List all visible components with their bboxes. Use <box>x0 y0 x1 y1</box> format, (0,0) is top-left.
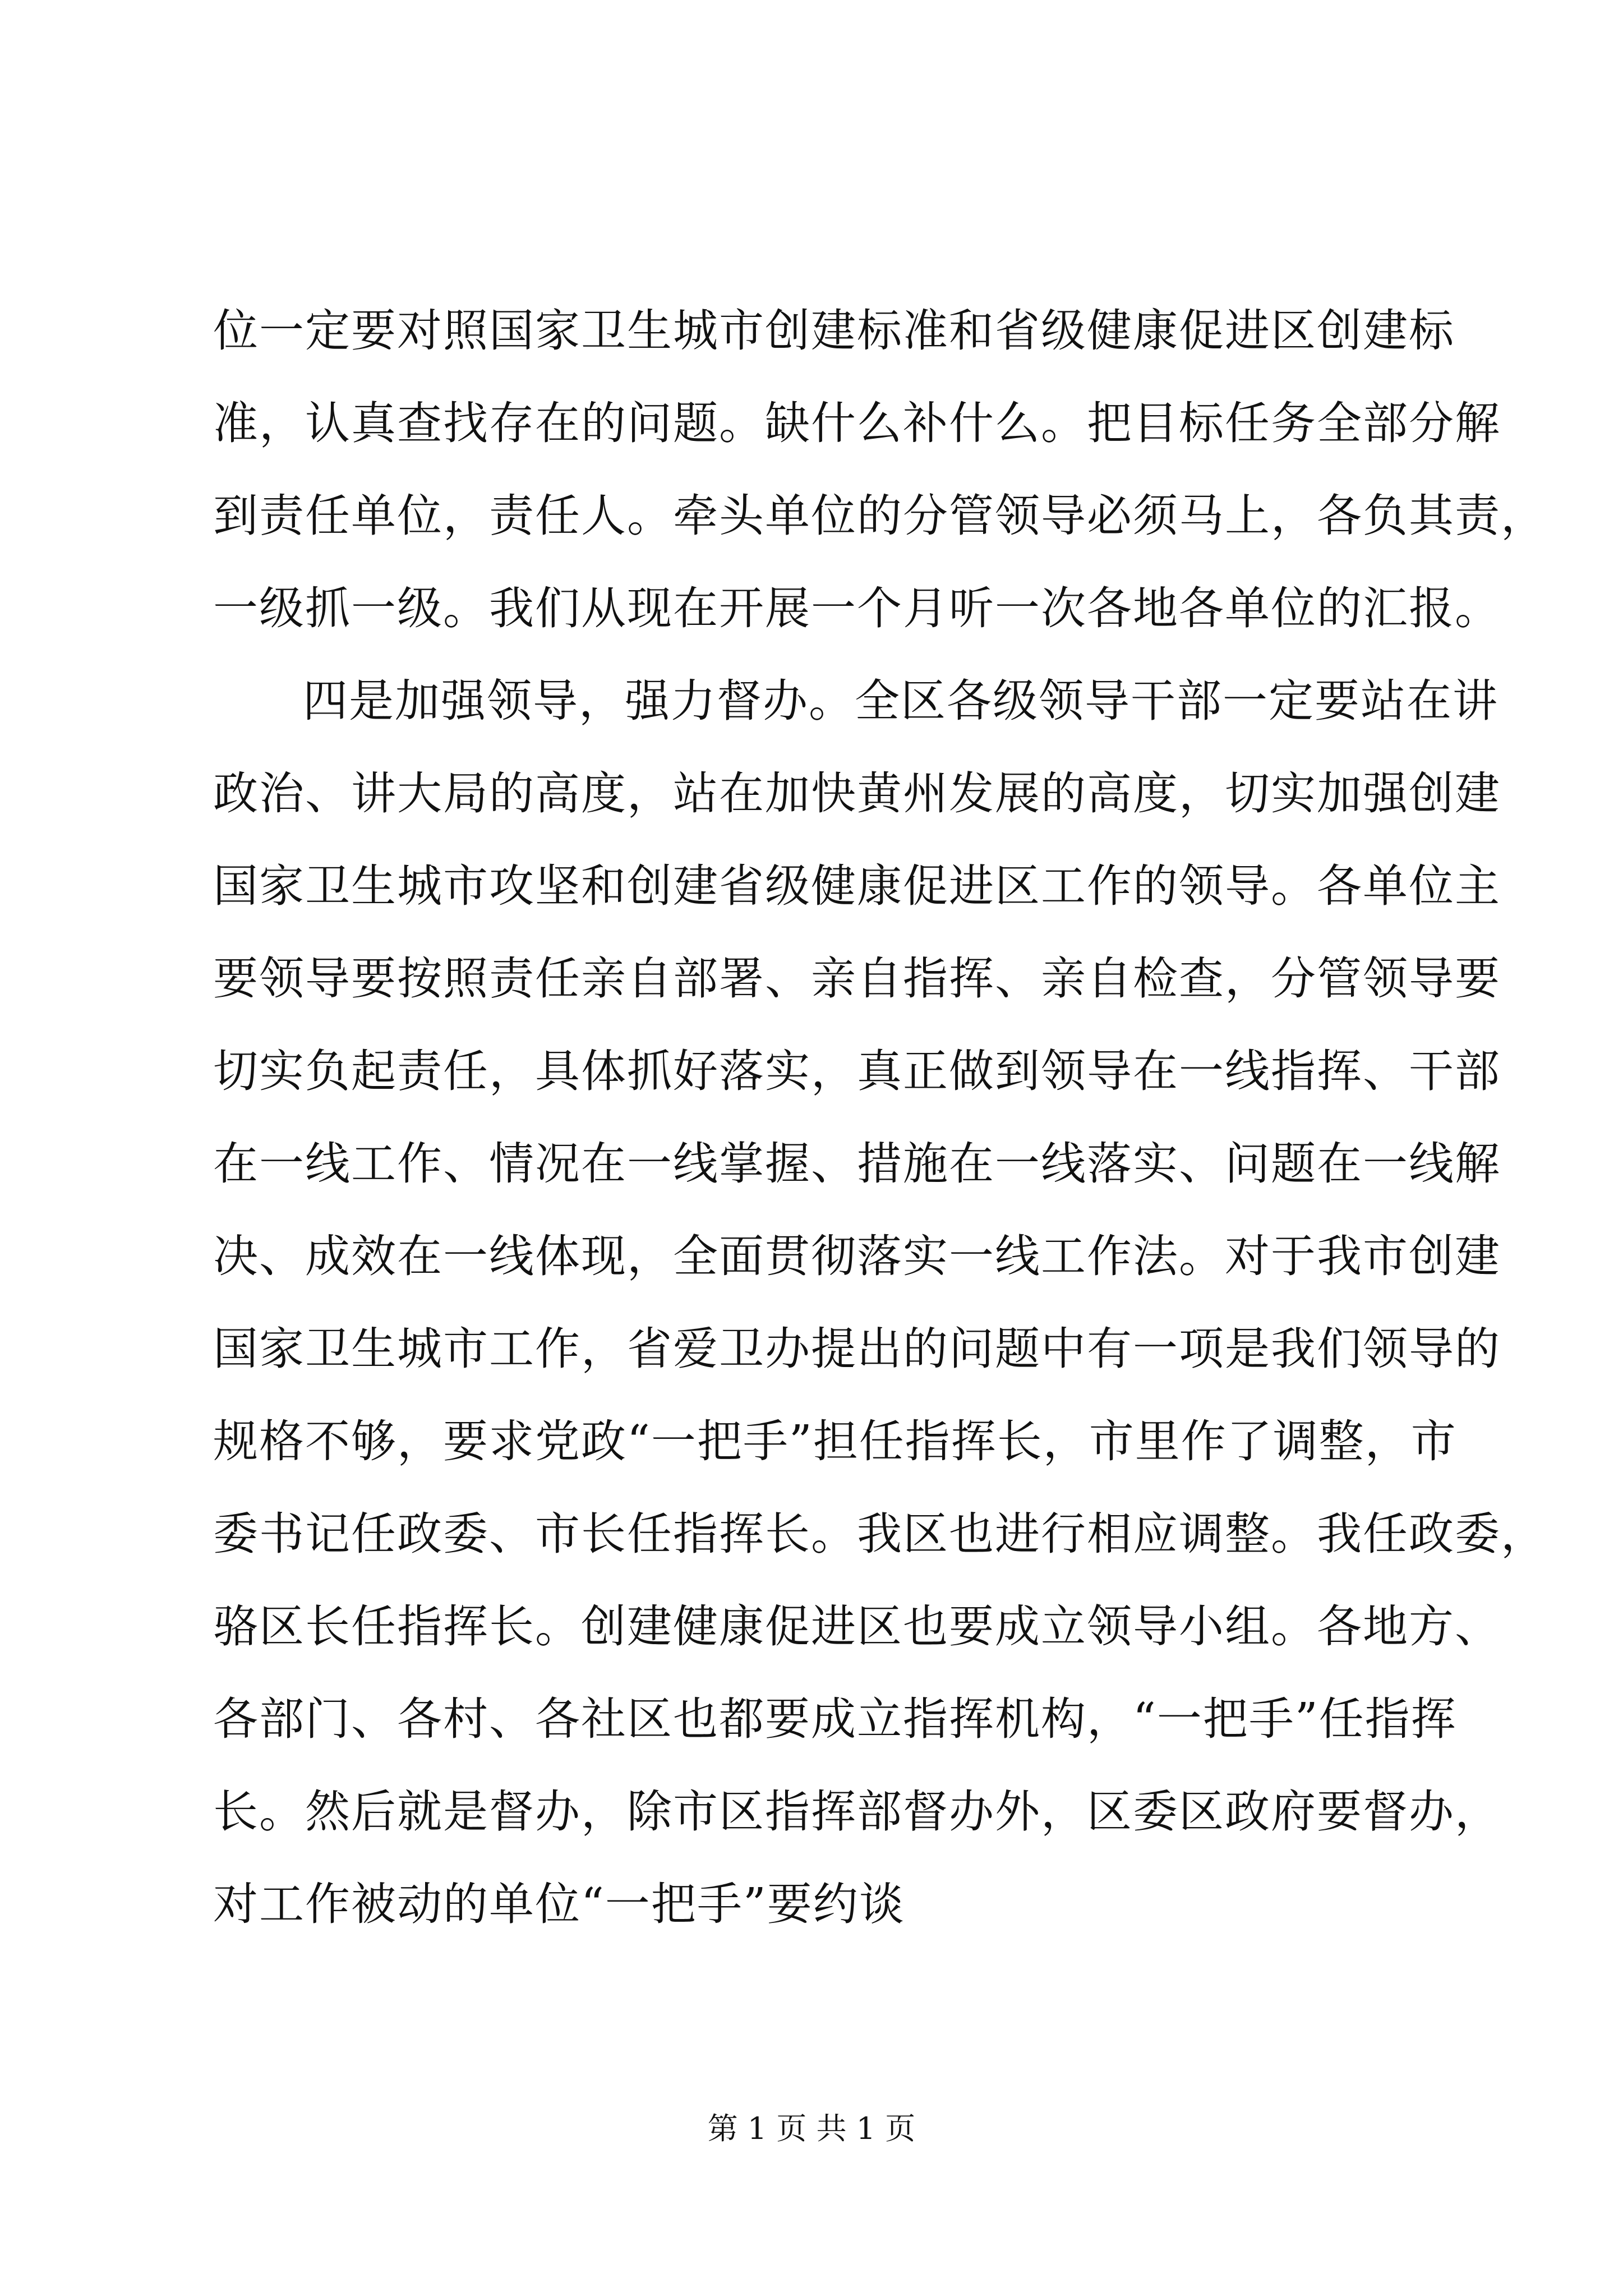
body-text-line-11: 决、成效在一线体现，全面贯彻落实一线工作法。对于我市创建 <box>213 1230 1501 1282</box>
body-text-line-12: 国家卫生城市工作，省爱卫办提出的问题中有一项是我们领导的 <box>213 1323 1501 1375</box>
body-text-line-6: 政治、讲大局的高度，站在加快黄州发展的高度，切实加强创建 <box>213 767 1501 820</box>
body-text-line-14: 委书记任政委、市长任指挥长。我区也进行相应调整。我任政委， <box>213 1508 1547 1560</box>
body-text-line-15: 骆区长任指挥长。创建健康促进区也要成立领导小组。各地方、 <box>213 1600 1501 1653</box>
body-text-line-10: 在一线工作、情况在一线掌握、措施在一线落实、问题在一线解 <box>213 1138 1501 1190</box>
body-text-line-3: 到责任单位，责任人。牵头单位的分管领导必须马上，各负其责， <box>213 490 1547 542</box>
body-text-line-2: 准，认真查找存在的问题。缺什么补什么。把目标任务全部分解 <box>213 397 1501 449</box>
body-text-line-4: 一级抓一级。我们从现在开展一个月听一次各地各单位的汇报。 <box>213 582 1501 634</box>
body-text-line-16: 各部门、各村、各社区也都要成立指挥机构，“一把手”任指挥 <box>213 1693 1457 1745</box>
body-text-line-17: 长。然后就是督办，除市区指挥部督办外，区委区政府要督办， <box>213 1786 1501 1838</box>
body-text-line-9: 切实负起责任，具体抓好落实，真正做到领导在一线指挥、干部 <box>213 1045 1501 1097</box>
body-text-line-7: 国家卫生城市攻坚和创建省级健康促进区工作的领导。各单位主 <box>213 860 1501 912</box>
page-number-footer: 第 1 页 共 1 页 <box>707 2111 916 2146</box>
body-text-line-1: 位一定要对照国家卫生城市创建标准和省级健康促进区创建标 <box>213 305 1455 357</box>
body-text-line-13: 规格不够，要求党政“一把手”担任指挥长，市里作了调整，市 <box>213 1415 1457 1467</box>
body-text-line-18: 对工作被动的单位“一把手”要约谈 <box>213 1878 905 1930</box>
body-text-line-5: 四是加强领导，强力督办。全区各级领导干部一定要站在讲 <box>303 675 1498 727</box>
body-text-line-8: 要领导要按照责任亲自部署、亲自指挥、亲自检查，分管领导要 <box>213 953 1501 1005</box>
